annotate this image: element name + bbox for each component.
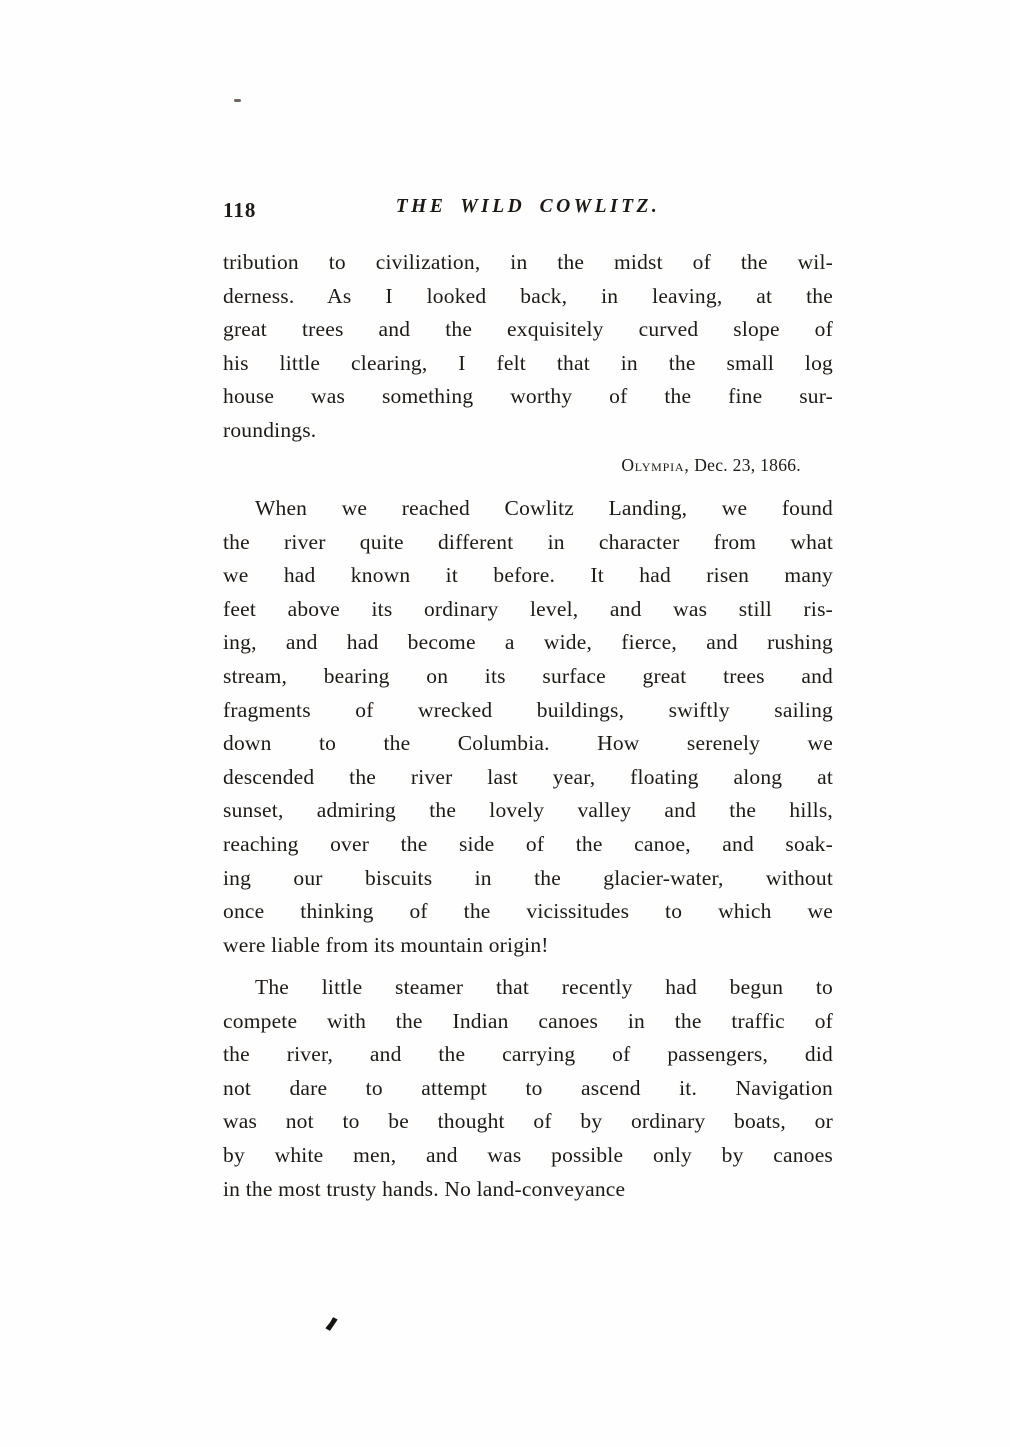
text-line: stream, bearing on its surface great trees and <box>223 663 833 688</box>
text-line: When we reached Cowlitz Landing, we found <box>255 496 833 520</box>
text-line: tribution to civilization, in the midst of the wil- <box>223 250 833 274</box>
text-line: the river quite different in character from what <box>223 529 833 554</box>
text-line: we had known it before. It had risen many <box>223 563 833 588</box>
text-line: down to the Columbia. How serenely we <box>223 731 833 756</box>
page-number: 118 <box>223 198 257 222</box>
text-line: not dare to attempt to ascend it. Navigation <box>223 1075 833 1100</box>
paragraph-river-risen <box>223 492 833 962</box>
text-line: by white men, and was possible only by canoes <box>223 1142 833 1167</box>
page-header <box>223 196 833 224</box>
text-line: sunset, admiring the lovely valley and the hills, <box>223 798 833 823</box>
dateline-date: Dec. 23, 1866. <box>689 455 801 475</box>
text-line: descended the river last year, floating along at <box>223 764 833 789</box>
text-line: ing our biscuits in the glacier-water, without <box>223 865 833 890</box>
text-line: house was something worthy of the fine sur- <box>223 384 833 409</box>
text-line: his little clearing, I felt that in the small log <box>223 350 833 375</box>
text-line: fragments of wrecked buildings, swiftly sailing <box>223 697 833 722</box>
running-title: THE WILD COWLITZ. <box>395 196 661 217</box>
paragraph-little-steamer <box>223 971 833 1206</box>
scan-speck <box>234 99 241 102</box>
ink-smudge <box>325 1316 338 1331</box>
dateline-place: Olympia, <box>621 455 690 475</box>
text-line: feet above its ordinary level, and was still ris- <box>223 596 833 621</box>
text-line: the river, and the carrying of passengers, did <box>223 1042 833 1067</box>
text-line: in the most trusty hands. No land-conveyance <box>223 1176 626 1201</box>
paragraph-continuation <box>223 246 833 448</box>
text-line: ing, and had become a wide, fierce, and rushing <box>223 630 833 655</box>
text-line: reaching over the side of the canoe, and soak- <box>223 831 833 856</box>
dateline <box>223 455 801 476</box>
text-line: once thinking of the vicissitudes to which we <box>223 899 833 924</box>
text-line: was not to be thought of by ordinary boats, or <box>223 1109 833 1134</box>
text-line: The little steamer that recently had begun to <box>255 975 833 999</box>
text-line: were liable from its mountain origin! <box>223 932 549 957</box>
text-line: roundings. <box>223 417 317 442</box>
text-line: derness. As I looked back, in leaving, at the <box>223 283 833 308</box>
text-line: compete with the Indian canoes in the traffic of <box>223 1008 833 1033</box>
text-line: great trees and the exquisitely curved slope of <box>223 317 833 342</box>
